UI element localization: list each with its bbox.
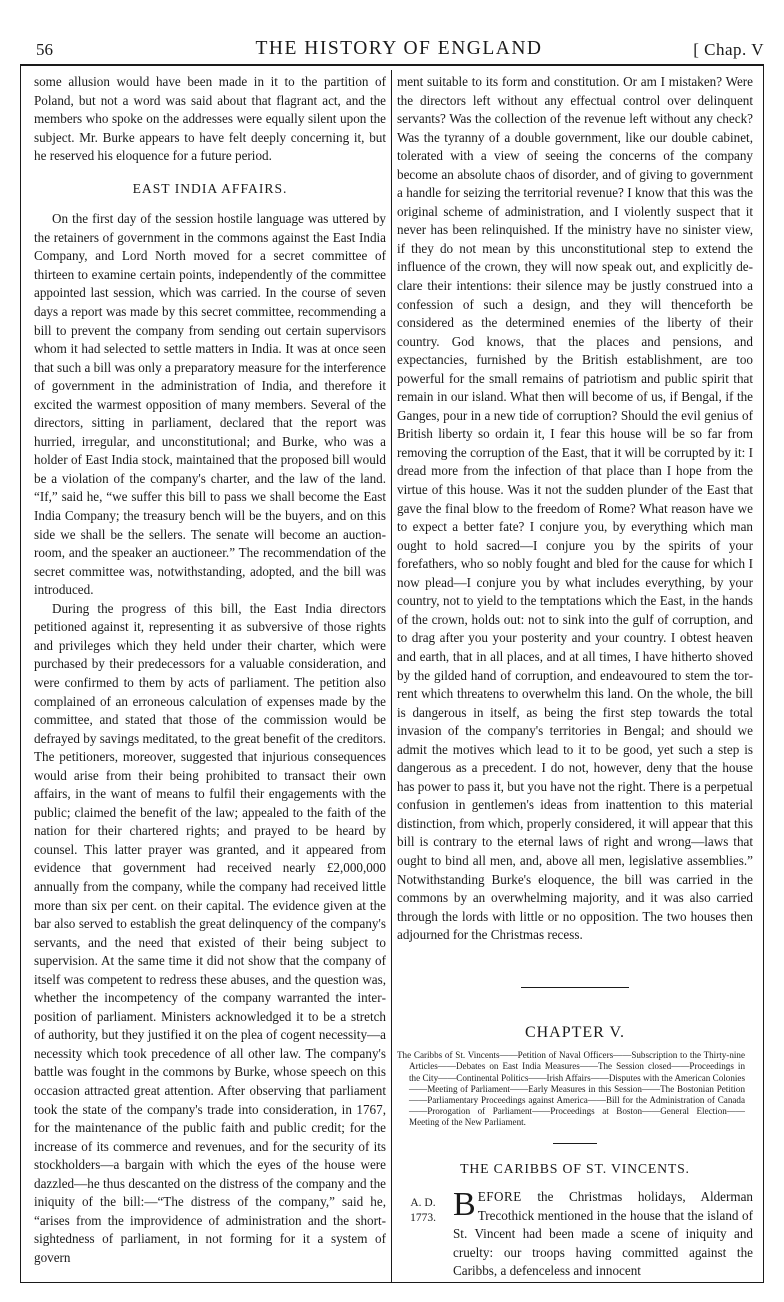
header-rule xyxy=(20,64,764,66)
opening-first-word: EFORE xyxy=(477,1189,522,1205)
margin-date-era: A. D. xyxy=(410,1197,436,1210)
running-title: THE HISTORY OF ENGLAND xyxy=(255,38,543,59)
section-rule xyxy=(521,987,629,988)
synopsis-rule xyxy=(553,1143,597,1144)
column-divider xyxy=(391,70,392,1282)
opening-paragraph xyxy=(397,1188,753,1281)
paragraph: ment suitable to its form and constitution. Or am I mistaken? Were the directors left without any effectual control over delinquent servants? Was the collection of the revenue left without any check? Was the tyranny of a double government, like our double cabinet, tolerated with a view of seeing the concerns of the company become an absolute chaos of disorder, and of giving to government a handle for seizing the territorial revenue? I know that this was the original scheme of administration, and I violently suspect that it never has been relinquished. If the ministry have no sinister view, if they do not mean by this unconstitutional step to extend the influence of the crown, they will now speak out, and explicitly declare their intentions: their silence may be justly construed into a confession of such a design, and they will thenceforth be considered as the determined enemies of the liberty of their country. God knows, that the places and pensions, and expectancies, furnished by the British establishment, are too powerful for the small remains of patriotism and public spirit that remain in our island. What then will become of us, if Bengal, if the Ganges, pour in a new tide of corruption? Should the evil genius of British liberty so ordain it, I fear this house will be so far from removing the corruption of the East, that it will be corrupted by it: I dread more from the infection of that place than I hope from the virtue of this house. Was it not the sudden plunder of the East that gave the final blow to the freedom of Rome? What reason have we to expect a better fate? I conjure you, by everything which man ought to hold sacred—I conjure you by the spirits of your forefathers, who so nobly fought and bled for the cause for which I now plead—I conjure you by what includes everything, by your country, not to yield to the temptations which the East, in the hands of the crown, holds out: not to sink into the gulf of corruption, and to drag after you your posterity and your country. I obtest heaven and earth, that in all places, and at all times, I have hitherto shoved by the gilded hand of corruption, and endeavoured to stem the torrent which threatens to overwhelm this land. On the whole, the bill is dangerous in itself, as being the first step towards the total invasion of the company's territories in Bengal; and should we admit the motives which lead to it to be good, yet such a step is dangerous as a precedent. I do not, however, deny that the house has power to pass it, but you have not the right. There is a perpetual confusion in gentlemen's ideas from inattention to this material distinction, from which, properly considered, it will appear that this bill is contrary to the eternal laws of right and wrong—laws that ought to bind all men, and, above all men, legislative assemblies.” Notwithstanding Burke's eloquence, the bill was carried in the commons by an overwhelming majority, and it was also carried through the lords with little or no opposition. The two houses then adjourned for the Christmas recess. xyxy=(397,74,753,943)
right-column xyxy=(397,73,753,1281)
section-heading: EAST INDIA AFFAIRS. xyxy=(132,180,288,196)
page-number: 56 xyxy=(36,40,53,59)
bottom-border xyxy=(20,1282,764,1283)
margin-date-year: 1773. xyxy=(410,1212,436,1225)
left-border xyxy=(20,64,21,1282)
chapter-synopsis: The Caribbs of St. Vincents——Petition of Naval Officers——Subscription to the Thirty-nine Articles——Debates on East India Measures——The Session closed——Proceedings in the City——Continental Politics——Irish Affairs——Disputes with the American Colonies——Meeting of Parliament——Early Measures in this Session——The Bostonian Petition——Parliamentary Proceedings against America——Bill for the Administration of Canada——Prorogation of Parliament——Proceedings at Boston——General Election——Meeting of the New Parliament. xyxy=(397,1050,745,1128)
drop-cap: B xyxy=(453,1186,476,1224)
right-border xyxy=(763,64,764,1282)
chapter-title: CHAPTER V. xyxy=(524,1023,626,1041)
paragraph: On the first day of the session hostile language was uttered by the retainers of government in the commons against the East India Company, and Lord North moved for a secret committee of thirteen to examine certain points, independently of the committee appointed last session, which was carried. In the course of seven days a report was made by this secret committee, recommending a bill to prevent the company from sending out certain supervisors whom it had selected to settle matters in India. It was at once seen that such a bill was only a preparatory measure for the interference of government in the administration of India, and therefore it excited the warmest opposition of many members. Several of the directors, sitting in parliament, declared that the report was hurried, irregular, and unconstitutional; and Burke, who was a holder of East India stock, maintained that the proposed bill would be a violation of the company's charter, and the law of the land. “If,” said he, “we suffer this bill to pass we shall become the East India Company; the treasury bench will be the buyers, and on this side we shall be the sellers. The senate will become an auction-room, and the speaker an auctioneer.” The recommendation of the secret committee was, notwithstanding, adopted, and the bill was introduced. xyxy=(34,211,386,598)
margin-date xyxy=(401,1196,445,1226)
opening-text: the Christmas holidays, Alderman Trecothick mentioned in the house that the island of St. Vincent had been made a scene of iniquity and cruelty: our troops having committed against the Caribbs, a defenceless and innocent xyxy=(453,1189,753,1279)
section-heading: THE CARIBBS OF ST. VINCENTS. xyxy=(460,1160,690,1176)
paragraph: During the progress of this bill, the East India directors petitioned against it, representing it as subversive of those rights and privileges which they held under their charter, which were purchased by their predecessors for a valuable consideration, and were confirmed to them by acts of parliament. The petition also complained of an erroneous calculation of expenses made by the committee, and stated that those of the commission would be defrayed by savings meditated, to the great benefit of the creditors. The petitioners, moreover, suggested that injurious consequences would arise from their being prohibited to transact their own affairs, in the want of means to fulfil their engagements with the public; claimed the benefit of the law; appealed to the faith of the nation for their chartered rights; and prayed to be heard by counsel. This latter prayer was granted, and it appeared from evidence that government had received nearly £2,000,000 annually from the company, while the company had received little more than six per cent. on their capital. The evidence given at the bar also served to establish the great delinquency of the company's servants, and the need that existed of their being subject to supervision. At the same time it did not show that the company of itself was competent to redress these abuses, and the question was, whether the incompetency of the company warranted the interposition of parliament. Ministers acknowledged it to be a stretch of authority, but they justified it on the plea of cogent necessity—a necessity which took precedence of all other law. The company's battle was fought in the commons by Burke, whose speech on this occasion attracted great attention. After observing that parliament took the state of the company's trade into consideration, in 1767, for the maintenance of the public faith and public credit; for the increase of its commerce and revenues, and for the security of its stockholders—a bargain with which the eyes of the house were dazzled—he thus descanted on the distress of the company and the iniquity of the bill:—“The distress of the company,” said he, “arises from the improvidence of administration and the short-sightedness of parliament, in not forming for it a system of govern xyxy=(34,600,386,1265)
left-column xyxy=(34,73,386,1267)
page-header xyxy=(34,38,764,62)
paragraph: some allusion would have been made in it to the partition of Poland, but not a word was said about that flagrant act, and the members who spoke on the addresses were equally silent upon the subject. Mr. Burke appears to have felt deeply concerning it, but he reserved his eloquence for a future period. xyxy=(34,74,386,164)
chapter-marker: [ Chap. V xyxy=(693,40,764,59)
